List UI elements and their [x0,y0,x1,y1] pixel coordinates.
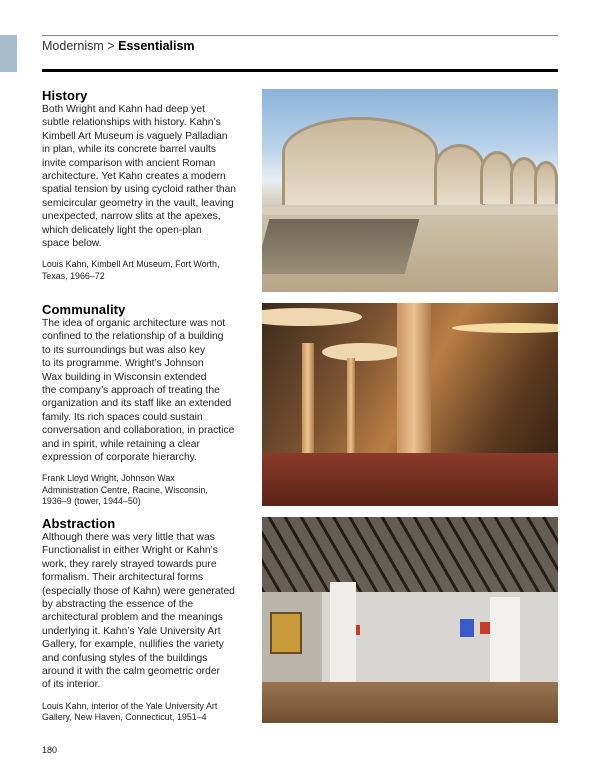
breadcrumb-separator: > [107,39,115,53]
section-body [42,103,257,250]
text-line: confined to the relationship of a building [42,331,224,343]
text-line: semicircular geometry in the vault, leaving [42,197,234,209]
text-line: 1936–9 (tower, 1944–50) [42,496,141,507]
top-rule [42,35,558,36]
text-line: and in spirit, while retaining a clear [42,438,200,450]
text-line: by abstracting the essence of the [42,599,194,611]
section-heading: Abstraction [42,516,116,531]
text-line: around it with the calm geometric order [42,666,220,678]
text-line: The idea of organic architecture was not [42,318,226,329]
text-line: Although there was very little that was [42,532,215,543]
text-line: underlying it. Kahn’s Yale University Art [42,625,221,637]
text-line: conversation and collaboration, in practice [42,425,235,437]
image-caption [42,701,257,724]
section-communality [42,302,257,508]
header-rule [42,69,558,72]
text-line: and confusing styles of the buildings [42,652,208,664]
text-line: formalism. Their architectural forms [42,572,204,584]
section-body [42,317,257,464]
text-line: architecture. Yet Kahn creates a modern [42,171,226,183]
yale-art-gallery-photo [262,517,558,723]
text-line: Functionalist in either Wright or Kahn’s [42,545,218,557]
text-line: expression of corporate hierarchy. [42,452,197,464]
section-abstraction [42,516,257,724]
text-line: invite comparison with ancient Roman [42,157,216,169]
text-line: Gallery, New Haven, Connecticut, 1951–4 [42,712,207,723]
image-caption [42,259,257,282]
text-line: space below. [42,238,102,250]
text-line: work, they rarely strayed towards pure [42,558,217,570]
breadcrumb-section: Modernism [42,39,104,53]
text-line: Administration Centre, Racine, Wisconsin, [42,484,208,495]
page-number: 180 [42,745,58,755]
kimbell-museum-photo [262,89,558,292]
text-line: family. Its rich spaces could sustain [42,411,203,423]
section-history [42,88,257,282]
text-line: in plan, while its concrete barrel vaults [42,144,216,156]
text-line: which delicately light the open-plan [42,224,202,236]
text-line: Both Wright and Kahn had deep yet [42,104,205,115]
image-caption [42,473,257,508]
text-line: spatial tension by using cycloid rather than [42,184,237,196]
text-line: the company’s approach of treating the [42,385,220,397]
section-body [42,531,257,692]
breadcrumb [42,39,195,53]
text-line: Texas, 1966–72 [42,270,105,281]
breadcrumb-subsection: Essentialism [118,39,195,53]
text-line: organization and its staff like an extended [42,398,232,410]
johnson-wax-photo [262,303,558,506]
section-heading: History [42,88,88,103]
text-line: Louis Kahn, interior of the Yale University Art [42,700,218,711]
text-line: subtle relationships with history. Kahn’s [42,117,221,129]
chapter-tab [0,35,17,72]
text-line: of its interior. [42,679,101,691]
text-line: architectural problem and the meanings [42,612,223,624]
text-line: Louis Kahn, Kimbell Art Museum, Fort Worth, [42,259,220,270]
text-line: Wax building in Wisconsin extended [42,371,207,383]
text-line: to its surroundings but was also key [42,344,206,356]
text-line: Frank Lloyd Wright, Johnson Wax [42,473,175,484]
text-line: unexpected, narrow slits at the apexes, [42,211,221,223]
text-line: Gallery, for example, nullifies the variety [42,639,224,651]
text-line: to its programme. Wright’s Johnson [42,358,204,370]
section-heading: Communality [42,302,126,317]
text-line: Kimbell Art Museum is vaguely Palladian [42,130,228,142]
text-line: (especially those of Kahn) were generated [42,585,235,597]
